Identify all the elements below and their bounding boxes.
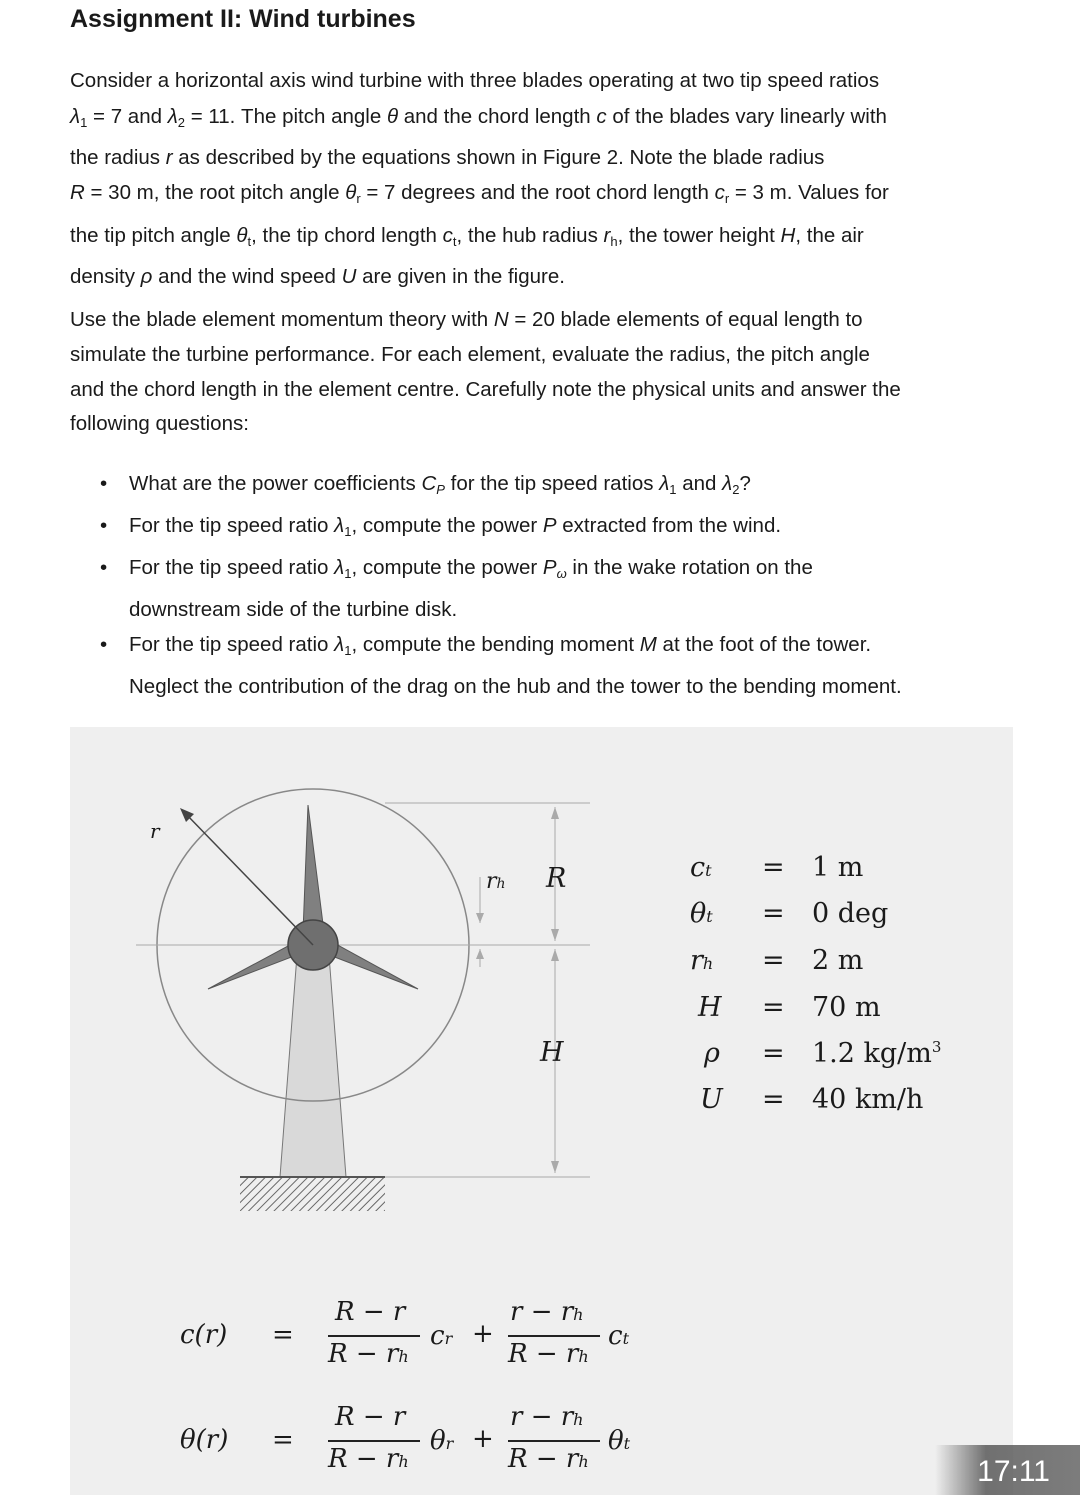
eq2-num2: r − rh bbox=[510, 1402, 584, 1432]
eq1-coef1: cr bbox=[430, 1321, 453, 1351]
param-value: 1 m bbox=[812, 852, 864, 883]
param-row: ct bbox=[690, 852, 712, 883]
param-row: H bbox=[698, 992, 722, 1023]
param-value: 70 m bbox=[812, 992, 881, 1023]
eq1-den1: R − rh bbox=[328, 1339, 409, 1369]
intro-line-6: density ρ and the wind speed U are given in the figure. bbox=[70, 265, 565, 288]
blade-up bbox=[303, 805, 324, 932]
arrow-rh-top bbox=[476, 913, 484, 923]
equation-pitch bbox=[180, 1402, 780, 1482]
param-eq: = bbox=[762, 1084, 785, 1115]
eq1-num2: r − rh bbox=[510, 1297, 584, 1327]
label-rh: rh bbox=[486, 869, 506, 894]
eq2-plus: + bbox=[472, 1424, 494, 1454]
arrow-R-top bbox=[551, 807, 559, 819]
parameter-table bbox=[690, 852, 990, 1122]
eq2-coef1: θr bbox=[430, 1426, 454, 1456]
eq2-bar2 bbox=[508, 1440, 600, 1442]
param-row: rh bbox=[690, 945, 714, 976]
eq2-num1: R − r bbox=[335, 1402, 406, 1432]
label-r: r bbox=[150, 819, 160, 843]
intro-line-5: the tip pitch angle $\theta_t$, the tip chord length $c_t$, the hub radius $r_h$, the tower height H, the air bbox=[70, 224, 864, 249]
param-value: 0 deg bbox=[812, 898, 889, 929]
clock-time: 17:11 bbox=[977, 1455, 1050, 1488]
arrow-H-bottom bbox=[551, 1161, 559, 1173]
param-eq: = bbox=[762, 945, 785, 976]
intro-line-1: Consider a horizontal axis wind turbine with three blades operating at two tip speed ratios bbox=[70, 69, 880, 92]
eq1-bar1 bbox=[328, 1335, 420, 1337]
param-eq: = bbox=[762, 992, 785, 1023]
eq1-equals: = bbox=[272, 1320, 294, 1350]
param-row: ρ bbox=[704, 1038, 720, 1069]
eq2-den1: R − rh bbox=[328, 1444, 409, 1474]
param-eq: = bbox=[762, 852, 785, 883]
param-eq: = bbox=[762, 898, 785, 929]
arrow-H-top bbox=[551, 949, 559, 961]
label-R: R bbox=[546, 863, 567, 894]
intro-line-4: R = 30 m, the root pitch angle $\theta_r = 7$ degrees and the root chord length $c_r = 3$ m. Values for bbox=[70, 181, 889, 206]
page-title: Assignment II: Wind turbines bbox=[70, 5, 416, 33]
eq2-equals: = bbox=[272, 1425, 294, 1455]
status-clock bbox=[935, 1445, 1080, 1495]
eq1-plus: + bbox=[472, 1319, 494, 1349]
eq2-lhs: θ(r) bbox=[180, 1425, 229, 1455]
instr-line-4: following questions: bbox=[70, 412, 249, 435]
eq1-num1: R − r bbox=[335, 1297, 406, 1327]
arrow-rh-bottom bbox=[476, 949, 484, 959]
turbine-figure bbox=[70, 727, 1013, 1495]
instr-line-3: and the chord length in the element centre. Carefully note the physical units and answer the bbox=[70, 378, 901, 401]
eq1-den2: R − rh bbox=[508, 1339, 589, 1369]
eq1-bar2 bbox=[508, 1335, 600, 1337]
radius-arrow bbox=[185, 813, 313, 945]
intro-line-3: the radius r as described by the equations shown in Figure 2. Note the blade radius bbox=[70, 146, 825, 169]
param-value: 2 m bbox=[812, 945, 864, 976]
equation-chord bbox=[180, 1297, 780, 1377]
arrow-R-bottom bbox=[551, 929, 559, 941]
instr-line-2: simulate the turbine performance. For each element, evaluate the radius, the pitch angle bbox=[70, 343, 870, 366]
eq1-lhs: c(r) bbox=[180, 1320, 228, 1350]
eq1-coef2: ct bbox=[608, 1321, 629, 1351]
param-row: θt bbox=[690, 898, 713, 929]
param-value: 1.2 $kg/m^3$ bbox=[812, 1038, 942, 1069]
param-eq: = bbox=[762, 1038, 785, 1069]
tower bbox=[280, 942, 346, 1177]
eq2-den2: R − rh bbox=[508, 1444, 589, 1474]
label-H: H bbox=[540, 1037, 564, 1068]
eq2-coef2: θt bbox=[608, 1426, 631, 1456]
param-value: 40 km/h bbox=[812, 1084, 924, 1115]
eq2-bar1 bbox=[328, 1440, 420, 1442]
ground-hatch bbox=[240, 1178, 385, 1211]
instr-line-1: Use the blade element momentum theory with N = 20 blade elements of equal length to bbox=[70, 308, 863, 331]
param-row: U bbox=[700, 1084, 723, 1115]
intro-line-2: $\lambda_1 = 7$ and $\lambda_2 = 11$. The pitch angle θ and the chord length c of the blades vary linearly with bbox=[70, 105, 887, 130]
